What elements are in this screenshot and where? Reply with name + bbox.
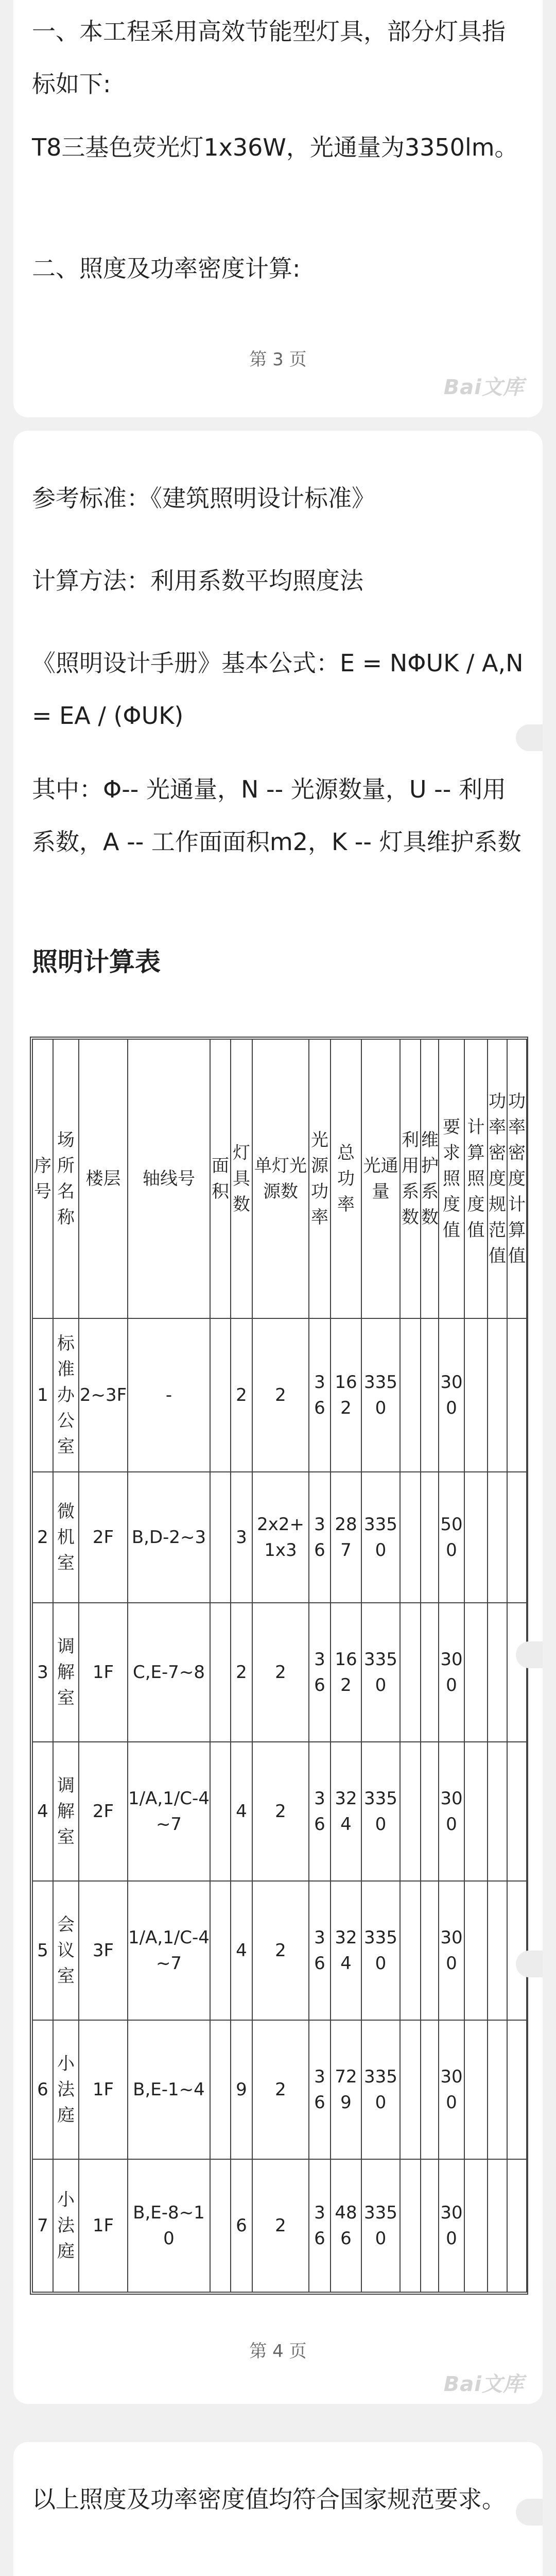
table-cell [400, 1603, 421, 1742]
table-cell: 486 [331, 2159, 361, 2292]
table-cell [488, 1318, 507, 1472]
table-row [32, 1472, 527, 1603]
table-cell: B,D-2~3 [128, 1472, 210, 1603]
table-cell: 3 [32, 1603, 53, 1742]
table-cell [421, 1742, 439, 1881]
table-cell [400, 2159, 421, 2292]
header-cell: 轴线号 [128, 1039, 210, 1318]
table-title: 照明计算表 [32, 947, 161, 977]
page-number: 第 4 页 [249, 2341, 307, 2362]
table-cell: 300 [439, 1318, 464, 1472]
header-cell: 场所名称 [53, 1039, 79, 1318]
table-cell: 2 [252, 1742, 309, 1881]
table-cell [464, 2159, 488, 2292]
table-cell [507, 2020, 527, 2159]
table-cell: 2F [79, 1472, 128, 1603]
table-cell: 162 [331, 1318, 361, 1472]
table-cell: 2 [231, 1318, 252, 1472]
section-heading-illuminance: 二、照度及功率密度计算: [32, 255, 301, 282]
table-cell: 2 [252, 2159, 309, 2292]
table-cell: 1F [79, 1603, 128, 1742]
table-cell [507, 1472, 527, 1603]
header-cell: 序号 [32, 1039, 53, 1318]
table-cell [210, 1603, 231, 1742]
table-cell: 1 [32, 1318, 53, 1472]
table-cell: 5 [32, 1881, 53, 2020]
table-cell: 729 [331, 2020, 361, 2159]
baidu-wenku-watermark: Bai文库 [443, 376, 524, 399]
page-card-4 [13, 431, 543, 2404]
table-cell: 3350 [361, 1742, 400, 1881]
table-cell: 1/A,1/C-4~7 [128, 1742, 210, 1881]
header-cell: 灯具数 [231, 1039, 252, 1318]
table-cell [464, 1881, 488, 2020]
table-cell: 36 [309, 2159, 331, 2292]
table-cell: 1F [79, 2159, 128, 2292]
table-cell [400, 1881, 421, 2020]
table-cell [488, 2159, 507, 2292]
table-row [32, 2020, 527, 2159]
table-cell [400, 1742, 421, 1881]
table-cell [400, 1472, 421, 1603]
table-cell: 2 [32, 1472, 53, 1603]
table-header-row [32, 1039, 527, 1318]
formula-legend: 其中：Φ-- 光通量，N -- 光源数量，U -- 利用系数，A -- 工作面面积m2，K -- 灯具维护系数 [32, 775, 522, 856]
table-cell [488, 1472, 507, 1603]
table-cell: 小法庭 [53, 2020, 79, 2159]
table-cell: 36 [309, 1742, 331, 1881]
table-cell [210, 2159, 231, 2292]
table-cell: 2 [231, 1603, 252, 1742]
side-scroll-handle[interactable] [516, 1951, 543, 1977]
table-cell: 3 [231, 1472, 252, 1603]
baidu-wenku-watermark: Bai文库 [443, 2372, 524, 2396]
header-cell: 要求照度值 [439, 1039, 464, 1318]
table-row [32, 1318, 527, 1472]
header-cell: 光通量 [361, 1039, 400, 1318]
table-cell: 标准办公室 [53, 1318, 79, 1472]
table-cell [488, 1603, 507, 1742]
fluorescent-spec: T8三基色荧光灯1x36W，光通量为3350lm。 [32, 133, 518, 161]
table-cell: B,E-8~10 [128, 2159, 210, 2292]
table-cell: 小法庭 [53, 2159, 79, 2292]
table-cell [464, 1603, 488, 1742]
table-cell: 3350 [361, 1881, 400, 2020]
table-cell: 6 [32, 2020, 53, 2159]
table-cell: 162 [331, 1603, 361, 1742]
lighting-calc-table [32, 1039, 526, 2293]
table-cell: 324 [331, 1742, 361, 1881]
side-scroll-handle[interactable] [516, 2499, 543, 2526]
table-cell [400, 2020, 421, 2159]
basic-formula: 《照明设计手册》基本公式：E = NΦUK / A,N = EA / (ΦUK) [32, 649, 524, 730]
table-cell [507, 1881, 527, 2020]
table-cell: 调解室 [53, 1603, 79, 1742]
table-row [32, 2159, 527, 2292]
table-cell: C,E-7~8 [128, 1603, 210, 1742]
table-cell [421, 2020, 439, 2159]
header-cell: 总功率 [331, 1039, 361, 1318]
table-cell: 3350 [361, 1472, 400, 1603]
table-cell [464, 1742, 488, 1881]
header-cell: 光源功率 [309, 1039, 331, 1318]
table-cell: 4 [231, 1742, 252, 1881]
table-cell [421, 1603, 439, 1742]
table-cell: 2F [79, 1742, 128, 1881]
table-cell [421, 1472, 439, 1603]
header-cell: 计算照度值 [464, 1039, 488, 1318]
table-cell: 300 [439, 2020, 464, 2159]
table-cell: 2~3F [79, 1318, 128, 1472]
side-scroll-handle[interactable] [516, 1641, 543, 1668]
table-cell [464, 2020, 488, 2159]
table-cell: 7 [32, 2159, 53, 2292]
table-cell: 微机室 [53, 1472, 79, 1603]
table-cell [507, 1603, 527, 1742]
table-cell [421, 2159, 439, 2292]
table-cell: - [128, 1318, 210, 1472]
table-cell: 287 [331, 1472, 361, 1603]
table-cell: 300 [439, 2159, 464, 2292]
table-cell: 3350 [361, 2020, 400, 2159]
table-cell: 4 [231, 1881, 252, 2020]
page-card-3 [13, 0, 543, 417]
table-cell: 300 [439, 1881, 464, 2020]
table-cell: 36 [309, 2020, 331, 2159]
table-cell [210, 1318, 231, 1472]
table-cell: 324 [331, 1881, 361, 2020]
table-cell: 2x2+1x3 [252, 1472, 309, 1603]
table-cell: 4 [32, 1742, 53, 1881]
header-cell: 面积 [210, 1039, 231, 1318]
table-cell: 3350 [361, 2159, 400, 2292]
table-cell: 1/A,1/C-4~7 [128, 1881, 210, 2020]
table-cell: 调解室 [53, 1742, 79, 1881]
table-cell [210, 1742, 231, 1881]
table-cell [488, 1881, 507, 2020]
table-cell [210, 1472, 231, 1603]
page-card-5 [13, 2442, 543, 2576]
table-cell: 6 [231, 2159, 252, 2292]
table-cell [507, 1742, 527, 1881]
table-cell: 36 [309, 1881, 331, 2020]
table-cell: 1F [79, 2020, 128, 2159]
header-cell: 楼层 [79, 1039, 128, 1318]
side-scroll-handle[interactable] [516, 724, 543, 751]
table-cell: 36 [309, 1472, 331, 1603]
table-cell: 9 [231, 2020, 252, 2159]
header-cell: 功率密度计算值 [507, 1039, 527, 1318]
intro-paragraph: 一、本工程采用高效节能型灯具，部分灯具指标如下: [32, 18, 506, 98]
table-cell: 300 [439, 1603, 464, 1742]
table-cell: 36 [309, 1318, 331, 1472]
table-cell [507, 1318, 527, 1472]
table-cell: 会议室 [53, 1881, 79, 2020]
table-cell: 3350 [361, 1603, 400, 1742]
page-number: 第 3 页 [249, 349, 307, 370]
table-cell: 2 [252, 1881, 309, 2020]
table-row [32, 1603, 527, 1742]
table-cell [488, 2020, 507, 2159]
table-cell: 2 [252, 2020, 309, 2159]
table-cell: 3F [79, 1881, 128, 2020]
table-cell: 2 [252, 1603, 309, 1742]
header-cell: 利用系数 [400, 1039, 421, 1318]
header-cell: 单灯光源数 [252, 1039, 309, 1318]
header-cell: 功率密度规范值 [488, 1039, 507, 1318]
reference-standard: 参考标准：《建筑照明设计标准》 [32, 484, 375, 512]
table-cell: 3350 [361, 1318, 400, 1472]
table-row [32, 1881, 527, 2020]
table-row [32, 1742, 527, 1881]
table-cell [464, 1318, 488, 1472]
table-cell: 300 [439, 1742, 464, 1881]
table-cell [210, 1881, 231, 2020]
table-cell [421, 1318, 439, 1472]
header-cell: 维护系数 [421, 1039, 439, 1318]
table-cell: B,E-1~4 [128, 2020, 210, 2159]
table-cell [507, 2159, 527, 2292]
conclusion-paragraph: 以上照度及功率密度值均符合国家规范要求。 [32, 2485, 506, 2513]
table-cell [421, 1881, 439, 2020]
table-cell [400, 1318, 421, 1472]
table-cell: 36 [309, 1603, 331, 1742]
table-cell [464, 1472, 488, 1603]
table-cell [488, 1742, 507, 1881]
table-cell [210, 2020, 231, 2159]
table-cell: 500 [439, 1472, 464, 1603]
calculation-method: 计算方法：利用系数平均照度法 [32, 567, 363, 595]
table-cell: 2 [252, 1318, 309, 1472]
